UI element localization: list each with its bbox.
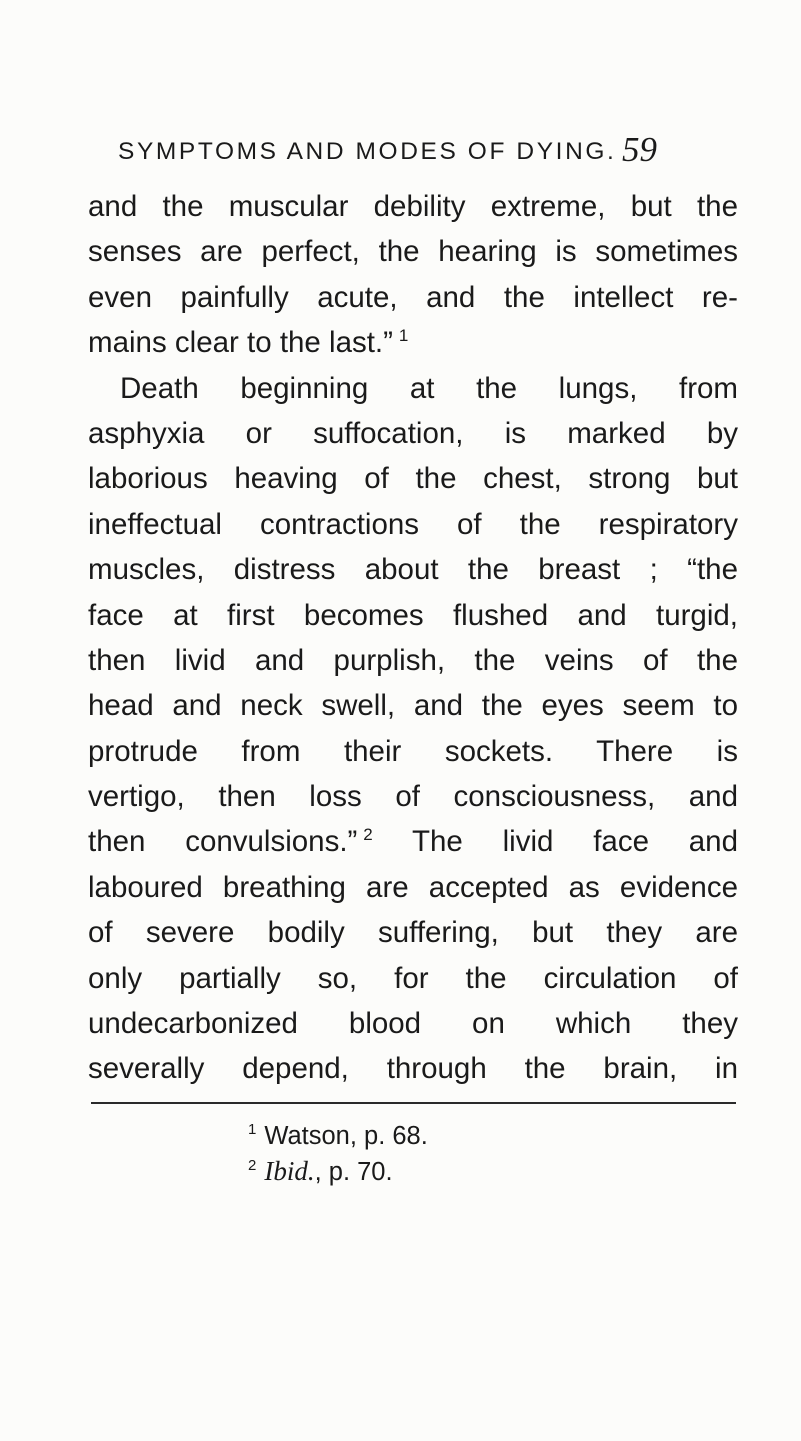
line-text: of severe bodily suffering, but they are: [88, 916, 738, 950]
footnote-marker: 1: [248, 1121, 257, 1138]
line-text: senses are perfect, the hearing is sometimes: [88, 235, 738, 269]
text-line: [88, 547, 738, 592]
line-text: and the muscular debility extreme, but the: [88, 190, 738, 223]
text-line: [88, 638, 738, 683]
line-text: undecarbonized blood on which they: [88, 1007, 738, 1041]
body-text: [88, 184, 738, 1092]
line-text: mains clear to the last.”: [88, 326, 393, 360]
footnote-marker: 2: [248, 1157, 257, 1174]
running-head: SYMPTOMS AND MODES OF DYING.: [118, 138, 617, 165]
line-text: laborious heaving of the chest, strong but: [88, 462, 738, 496]
line-text: head and neck swell, and the eyes seem to: [88, 689, 738, 723]
text-line: [88, 502, 738, 547]
text-line: [88, 593, 738, 638]
footnote-rule: [91, 1102, 736, 1104]
text-line: [88, 683, 738, 728]
line-text: even painfully acute, and the intellect re-: [88, 280, 738, 314]
line-text: severally depend, through the brain, in: [88, 1052, 738, 1086]
text-line: [88, 865, 738, 910]
line-text: ineffectual contractions of the respiratory: [88, 507, 738, 541]
line-text: then convulsions.”: [88, 825, 358, 859]
line-text: face at first becomes flushed and turgid,: [88, 598, 738, 632]
text-line: [88, 456, 738, 501]
footnote-1: [248, 1119, 428, 1154]
text-line: [88, 910, 738, 955]
footnote-source-rest: , p. 70.: [314, 1158, 393, 1186]
text-line: [88, 774, 738, 819]
footnote-reference: 1: [398, 326, 409, 346]
text-line: [88, 956, 738, 1001]
footnote-source-italic: Ibid.: [264, 1156, 315, 1186]
line-text: laboured breathing are accepted as evidence: [88, 870, 738, 904]
line-text: asphyxia or suffocation, is marked by: [88, 416, 738, 450]
line-text: Death beginning at the lungs, from: [120, 371, 738, 405]
text-line: [88, 819, 738, 864]
line-text: muscles, distress about the breast ; “the: [88, 553, 738, 587]
footnote-source: Watson, p. 68.: [264, 1122, 428, 1150]
footnote-reference: 2: [363, 825, 373, 845]
text-line: [88, 366, 738, 411]
page-number: 59: [622, 130, 657, 169]
line-text-continued: The livid face and: [372, 825, 738, 859]
line-text: vertigo, then loss of consciousness, and: [88, 780, 738, 814]
line-text: then livid and purplish, the veins of the: [88, 643, 738, 677]
line-text: protrude from their sockets. There is: [88, 734, 738, 768]
line-text: only partially so, for the circulation of: [88, 961, 738, 995]
text-line: [88, 1046, 738, 1091]
text-line: [88, 320, 738, 365]
footnote-2: [248, 1154, 428, 1189]
text-line: [88, 1001, 738, 1046]
footnotes: [248, 1119, 428, 1189]
text-line: [88, 229, 738, 274]
text-line: [88, 729, 738, 774]
text-line: [88, 184, 738, 229]
text-line: [88, 411, 738, 456]
text-line: [88, 275, 738, 320]
